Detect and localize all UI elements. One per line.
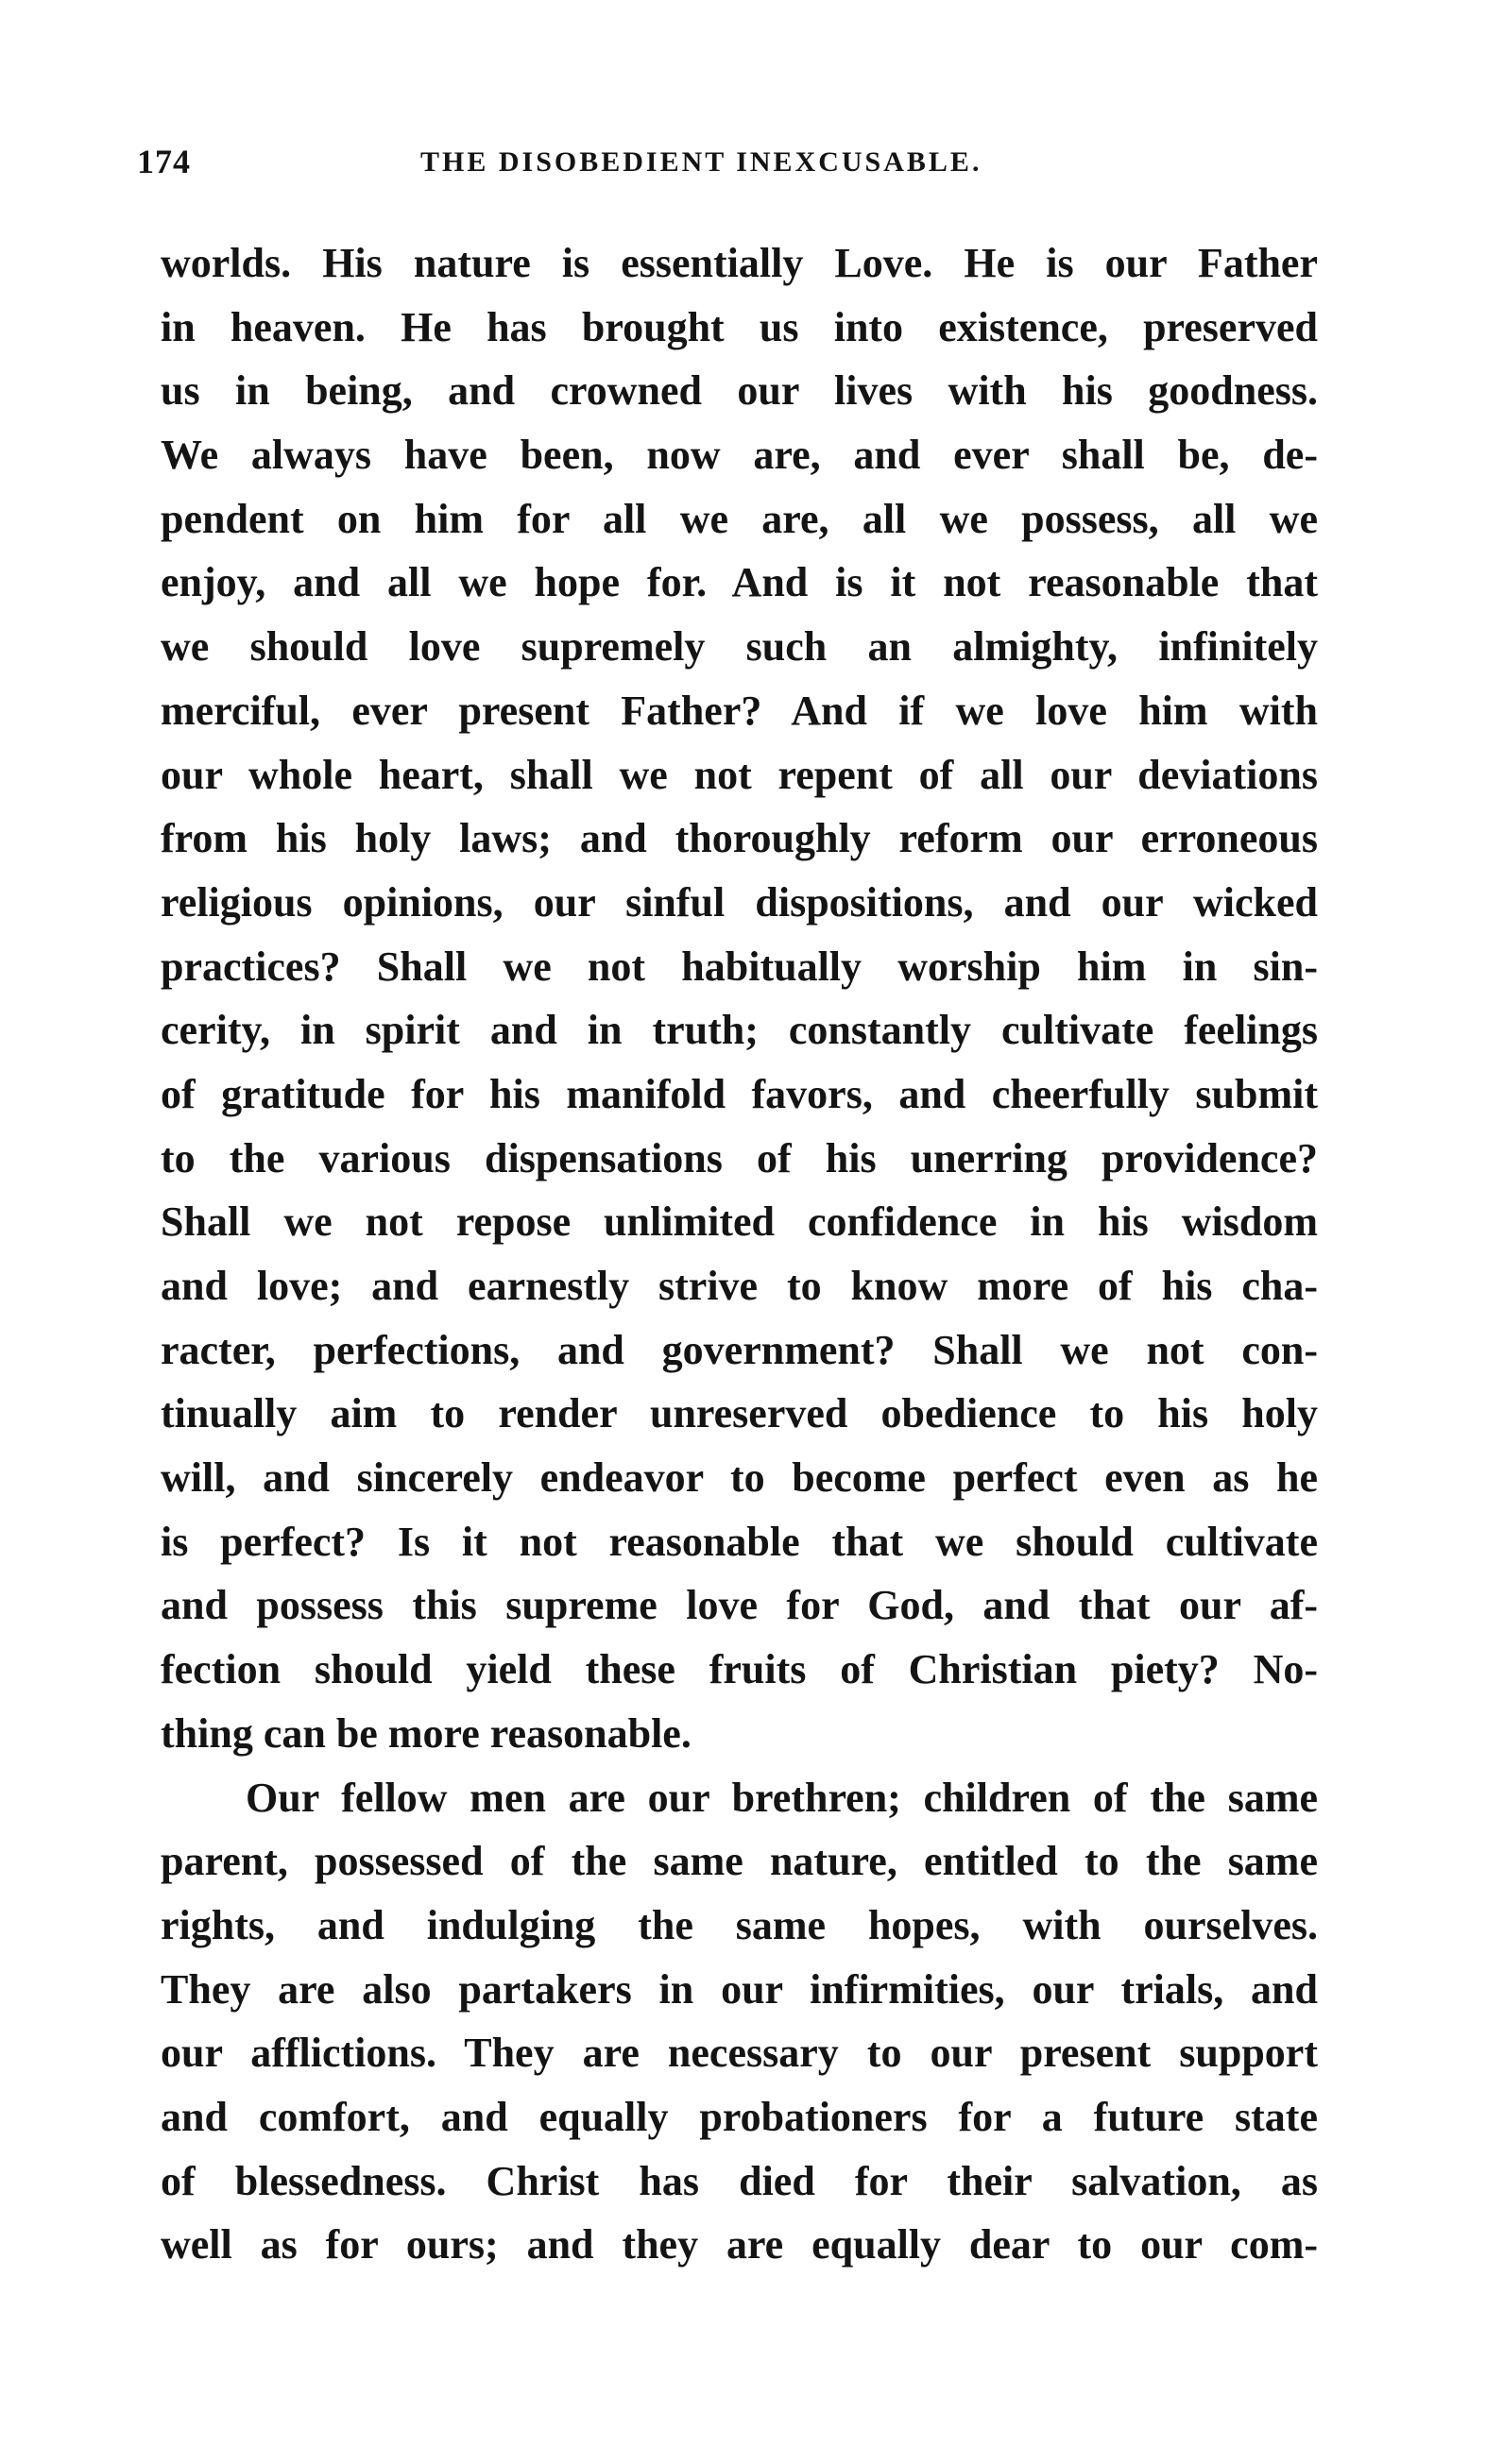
running-title: THE DISOBEDIENT INEXCUSABLE. — [420, 146, 982, 178]
text-line: and comfort, and equally probationers for a future state — [161, 2093, 1318, 2140]
page-number: 174 — [137, 143, 191, 180]
text-line: Shall we not repose unlimited confidence in his wisdom — [161, 1198, 1318, 1246]
text-line: in heaven. He has brought us into existence, preserved — [161, 303, 1318, 350]
text-line: cerity, in spirit and in truth; constantly cultivate feelings — [161, 1007, 1318, 1054]
text-line: religious opinions, our sinful dispositions, and our wicked — [161, 878, 1318, 926]
text-line: rights, and indulging the same hopes, with ourselves. — [161, 1901, 1318, 1948]
text-line: racter, perfections, and government? Shall we not con- — [161, 1326, 1318, 1373]
text-line: we should love supremely such an almighty, infinitely — [161, 623, 1318, 671]
text-line: will, and sincerely endeavor to become perfect even as he — [161, 1454, 1318, 1502]
text-line: parent, possessed of the same nature, entitled to the same — [161, 1838, 1318, 1885]
text-line: and love; and earnestly strive to know more of his cha- — [161, 1263, 1318, 1309]
text-line: is perfect? Is it not reasonable that we should cultivate — [161, 1518, 1318, 1565]
body-text — [161, 231, 1318, 2277]
text-line: pendent on him for all we are, all we possess, all we — [161, 495, 1318, 542]
text-line: our whole heart, shall we not repent of all our deviations — [161, 751, 1318, 798]
page-header — [137, 142, 1332, 198]
text-line: worlds. His nature is essentially Love. He is our Father — [161, 240, 1318, 286]
text-line: Our fellow men are our brethren; children of the same — [246, 1774, 1318, 1821]
text-line: enjoy, and all we hope for. And is it not reasonable that — [161, 559, 1318, 606]
text-line: well as for ours; and they are equally dear to our com- — [161, 2221, 1318, 2269]
text-line: We always have been, now are, and ever shall be, de- — [161, 432, 1318, 479]
text-line: practices? Shall we not habitually worship him in sin- — [161, 943, 1318, 990]
text-line: tinually aim to render unreserved obedience to his holy — [161, 1390, 1318, 1437]
text-line: fection should yield these fruits of Christian piety? No- — [161, 1646, 1318, 1693]
paragraph-1 — [161, 231, 1318, 1766]
text-line: thing can be more reasonable. — [161, 1709, 692, 1757]
paragraph-2 — [161, 1766, 1318, 2278]
text-line: us in being, and crowned our lives with his goodness. — [161, 367, 1318, 415]
text-line: merciful, ever present Father? And if we love him with — [161, 687, 1318, 734]
text-line: of gratitude for his manifold favors, and cheerfully submit — [161, 1070, 1318, 1117]
text-line: They are also partakers in our infirmities, our trials, and — [161, 1965, 1318, 2013]
text-line: to the various dispensations of his unerring providence? — [161, 1134, 1318, 1181]
text-line: of blessedness. Christ has died for their salvation, as — [161, 2157, 1318, 2204]
text-line: our afflictions. They are necessary to our present support — [161, 2030, 1318, 2077]
text-line: and possess this supreme love for God, and that our af- — [161, 1582, 1318, 1629]
text-line: from his holy laws; and thoroughly reform our erroneous — [161, 815, 1318, 862]
